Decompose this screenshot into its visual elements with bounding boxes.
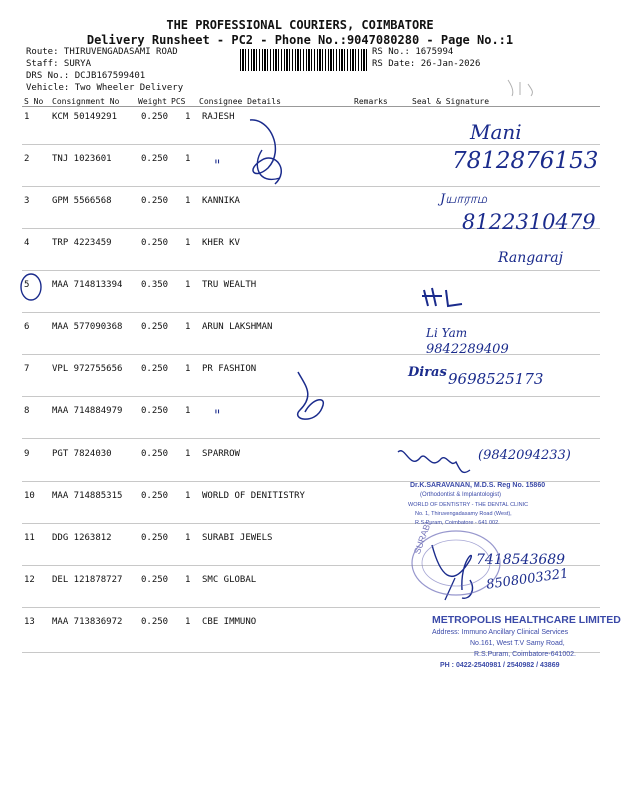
row-consignment: MAA 713836972 xyxy=(52,617,123,627)
row-weight: 0.250 xyxy=(141,406,169,416)
row-consignment: MAA 714884979 xyxy=(52,406,123,416)
row-weight: 0.250 xyxy=(141,196,169,206)
row-pcs: 1 xyxy=(185,154,191,164)
row-consignment: GPM 5566568 xyxy=(52,196,112,206)
row-weight: 0.250 xyxy=(141,322,169,332)
row-sno: 8 xyxy=(24,406,30,416)
staff-text: Staff: SURYA xyxy=(26,59,92,69)
row-sno: 12 xyxy=(24,575,35,585)
row-sno: 9 xyxy=(24,449,30,459)
handwritten-phone-3: 9842289409 xyxy=(426,342,509,357)
row-weight: 0.250 xyxy=(141,112,169,122)
signature-scribble-row1 xyxy=(250,120,281,184)
row-consignment: PGT 7824030 xyxy=(52,449,112,459)
row-sno: 7 xyxy=(24,364,30,374)
handwritten-phone-5: (9842094233) xyxy=(478,448,571,463)
signature-scribble-row8 xyxy=(298,372,324,419)
company-title: THE PROFESSIONAL COURIERS, COIMBATORE xyxy=(166,18,434,32)
rs-date: RS Date: 26-Jan-2026 xyxy=(372,59,481,69)
signature-row9 xyxy=(398,451,470,473)
row-pcs: 1 xyxy=(185,533,191,543)
row-sno: 11 xyxy=(24,533,35,543)
row-consignment: MAA 577090368 xyxy=(52,322,123,332)
row-sno: 10 xyxy=(24,491,35,501)
metropolis-addr2: No.161, West T.V Samy Road, xyxy=(470,640,565,647)
row-pcs: 1 xyxy=(185,322,191,332)
col-consignee-header: Consignee Details xyxy=(199,97,281,106)
row-consignee: KHER KV xyxy=(202,238,240,248)
row-consignee: SURABI JEWELS xyxy=(202,533,273,543)
row-weight: 0.250 xyxy=(141,491,169,501)
row-consignee: TRU WEALTH xyxy=(202,280,257,290)
row-pcs: 1 xyxy=(185,196,191,206)
col-pcs-header: PCS xyxy=(171,97,186,106)
handwritten-phone-4: 9698525173 xyxy=(448,370,544,388)
stamp-clinic-addr2: R.S.Puram, Coimbatore - 641 002. xyxy=(415,520,500,526)
row-sno: 13 xyxy=(24,617,35,627)
drs-number: DRS No.: DCJB167599401 xyxy=(26,71,146,81)
row-sno: 5 xyxy=(24,280,30,290)
row-consignment: TNJ 1023601 xyxy=(52,154,112,164)
row-weight: 0.250 xyxy=(141,533,169,543)
col-weight-header: Weight xyxy=(138,97,167,106)
metropolis-name: METROPOLIS HEALTHCARE LIMITED xyxy=(432,614,621,626)
route-text: Route: THIRUVENGADASAMI ROAD xyxy=(26,47,178,57)
stamp-doctor-name: Dr.K.SARAVANAN, M.D.S. Reg No. 15860 xyxy=(410,482,546,489)
col-sno-header: S No xyxy=(24,97,44,106)
row-pcs: 1 xyxy=(185,280,191,290)
row-sno: 6 xyxy=(24,322,30,332)
signature-row5 xyxy=(422,288,462,306)
row-sno: 3 xyxy=(24,196,30,206)
row-consignment: KCM 50149291 xyxy=(52,112,118,122)
signature-scribble-row2 xyxy=(257,150,280,179)
rs-number: RS No.: 1675994 xyxy=(372,47,454,57)
stamp-clinic-addr1: No. 1, Thiruvengadasamy Road (West), xyxy=(415,511,512,517)
row-consignee: WORLD OF DENITISTRY xyxy=(202,491,305,501)
handwritten-phone-7: 8508003321 xyxy=(485,566,570,593)
stamp-doctor-spec: (Orthodontist & Implantologist) xyxy=(420,492,502,498)
col-seal-header: Seal & Signature xyxy=(412,97,490,106)
row-pcs: 1 xyxy=(185,406,191,416)
row-pcs: 1 xyxy=(185,617,191,627)
vehicle-text: Vehicle: Two Wheeler Delivery xyxy=(26,83,184,93)
metropolis-phone: PH : 0422-2540981 / 2540982 / 43869 xyxy=(440,662,560,669)
row-consignee: CBE IMMUNO xyxy=(202,617,257,627)
row-weight: 0.250 xyxy=(141,154,169,164)
handwritten-name-liyam: Li Yam xyxy=(426,326,468,340)
row-consignee: SMC GLOBAL xyxy=(202,575,257,585)
ditto-mark-row8: " xyxy=(214,408,221,424)
handwritten-name-rangaraj: Rangaraj xyxy=(498,250,563,266)
row-pcs: 1 xyxy=(185,491,191,501)
handwritten-phone-6: 7418543689 xyxy=(476,552,566,568)
row-pcs: 1 xyxy=(185,238,191,248)
row-weight: 0.250 xyxy=(141,449,169,459)
row-weight: 0.250 xyxy=(141,238,169,248)
row-consignment: TRP 4223459 xyxy=(52,238,112,248)
col-remarks-header: Remarks xyxy=(354,97,388,106)
handwritten-phone-1: 7812876153 xyxy=(452,148,599,174)
row-consignment: MAA 714813394 xyxy=(52,280,123,290)
row-pcs: 1 xyxy=(185,112,191,122)
metropolis-addr1: Address: Immuno Ancillary Clinical Services xyxy=(432,629,569,636)
handwritten-name-jaya: Jயாராம xyxy=(440,192,488,207)
row-consignee: ARUN LAKSHMAN xyxy=(202,322,273,332)
row-consignee: RAJESH xyxy=(202,112,235,122)
metropolis-addr3: R.S.Puram, Coimbatore-641002. xyxy=(474,651,576,658)
row-consignment: VPL 972755656 xyxy=(52,364,123,374)
surabi-seal-text: SURABI xyxy=(412,520,433,556)
row-consignee: KANNIKA xyxy=(202,196,240,206)
row-weight: 0.250 xyxy=(141,617,169,627)
row-pcs: 1 xyxy=(185,364,191,374)
row-sno: 1 xyxy=(24,112,30,122)
row-pcs: 1 xyxy=(185,575,191,585)
row-consignee: PR FASHION xyxy=(202,364,257,374)
row-pcs: 1 xyxy=(185,449,191,459)
row-sno: 2 xyxy=(24,154,30,164)
row-consignment: DEL 121878727 xyxy=(52,575,123,585)
handwritten-phone-2: 8122310479 xyxy=(462,210,596,234)
circle-mark-row5 xyxy=(21,274,41,300)
row-weight: 0.350 xyxy=(141,280,169,290)
stamp-clinic-name: WORLD OF DENTISTRY - THE DENTAL CLINIC xyxy=(408,502,529,508)
row-weight: 0.250 xyxy=(141,364,169,374)
row-consignment: DDG 1263812 xyxy=(52,533,112,543)
row-sno: 4 xyxy=(24,238,30,248)
runsheet-subtitle: Delivery Runsheet - PC2 - Phone No.:9047080280 - Page No.:1 xyxy=(86,33,514,47)
handwritten-name-mani: Mani xyxy=(470,120,522,144)
row-consignment: MAA 714885315 xyxy=(52,491,123,501)
col-consignment-header: Consignment No xyxy=(52,97,120,106)
ditto-mark-row2: " xyxy=(214,158,221,174)
handwritten-name-diras: Diras xyxy=(408,365,447,380)
row-weight: 0.250 xyxy=(141,575,169,585)
row-consignee: SPARROW xyxy=(202,449,240,459)
faint-scribble-top xyxy=(508,80,532,96)
